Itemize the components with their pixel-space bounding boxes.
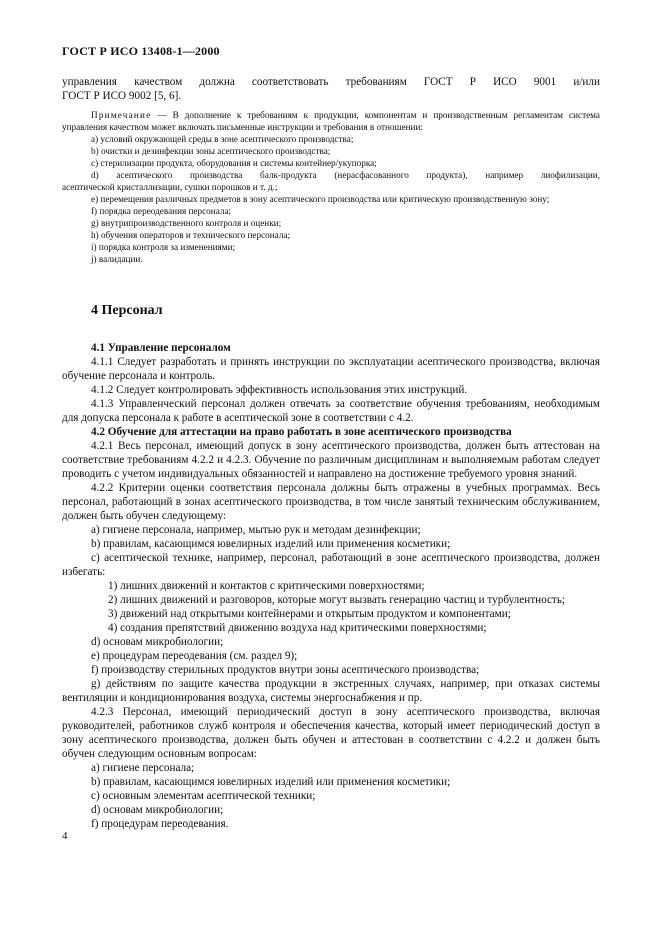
list-item-g: g) действиям по защите качества продукции в экстренных случаях, например, при отказах системы вентиляции и кондиционирования воздуха, системы энергоснабжения и пр.: [62, 678, 600, 704]
note-item-d-cont: асептической кристаллизации, сушки порошков и т. д.;: [62, 182, 278, 192]
list-item-e: e) процедурам переодевания (см. раздел 9);: [91, 650, 298, 662]
sub-item-1: 1) лишних движений и контактов с критическими поверхностями;: [108, 580, 425, 592]
note-item-b: b) очистки и дезинфекции зоны асептического производства;: [91, 146, 331, 156]
paragraph-4-1-3: 4.1.3 Управленческий персонал должен отвечать за соответствие обучения требованиям, необходимым для допуска персонала к работе в асептической зоне в соответствии с 4.2.: [62, 398, 600, 424]
subsection-4-1-title: 4.1 Управление персоналом: [91, 342, 231, 354]
note-item-j: j) валидации.: [91, 254, 143, 264]
list2-item-d: d) основам микробиологии;: [91, 804, 224, 816]
list2-item-a: a) гигиене персонала;: [91, 762, 195, 774]
note-item-g: g) внутрипроизводственного контроля и оценки;: [91, 218, 282, 228]
list-item-c: c) асептической технике, например, персонал, работающий в зоне асептического производства, должен избегать:: [62, 552, 600, 578]
sub-item-2: 2) лишних движений и разговоров, которые могут вызвать генерацию частиц и турбулентность;: [108, 594, 566, 606]
sub-item-3: 3) движений над открытыми контейнерами и открытым продуктом и компонентами;: [108, 608, 511, 620]
paragraph-4-1-1: 4.1.1 Следует разработать и принять инструкции по эксплуатации асептического производства, включая обучение персонала и контроль.: [62, 356, 600, 382]
intro-line-2: ГОСТ Р ИСО 9002 [5, 6].: [62, 90, 182, 102]
note-item-c: c) стерилизации продукта, оборудования и системы контейнер/укупорка;: [91, 158, 377, 168]
intro-paragraph: [62, 75, 600, 103]
list2-item-c: c) основным элементам асептической техники;: [91, 790, 316, 802]
note-item-i: i) порядка контроля за изменениями;: [91, 242, 236, 252]
subsection-4-2-title: 4.2 Обучение для аттестации на право работать в зоне асептического производства: [91, 426, 512, 438]
note-item-a: a) условий окружающей среды в зоне асептического производства;: [91, 134, 354, 144]
list-item-f: f) производству стерильных продуктов внутри зоны асептического производства;: [91, 664, 480, 676]
sub-item-4: 4) создания препятствий движению воздуха над критическими поверхностями;: [108, 622, 487, 634]
section-4-title: 4 Персонал: [91, 303, 163, 318]
note-item-d: d) асептического производства балк-продукта (нерасфасованного продукта), например лиофилизации,: [91, 170, 600, 180]
list-item-d: d) основам микробиологии;: [91, 636, 224, 648]
page-number: 4: [62, 830, 68, 842]
note-block: [62, 109, 600, 265]
note-item-h: h) обучения операторов и технического персонала;: [91, 230, 291, 240]
paragraph-4-2-3: 4.2.3 Персонал, имеющий периодический доступ в зону асептического производства, включая руководителей, работников служб контроля и обеспечения качества, который имеет периодический доступ в зону асептического производства, должен быть обучен и аттестован в соответствии с 4.2.2 и должен быть обучен следующим основным вопросам:: [62, 706, 600, 760]
list2-item-b: b) правилам, касающимся ювелирных изделий или применения косметики;: [91, 776, 451, 788]
page-header: ГОСТ Р ИСО 13408-1—2000: [62, 44, 220, 58]
list2-item-f: f) процедурам переодевания.: [91, 818, 229, 830]
list-item-a: a) гигиене персонала, например, мытью рук и методам дезинфекции;: [91, 524, 421, 536]
intro-line-1: управления качеством должна соответствовать требованиям ГОСТ Р ИСО 9001 и/или: [62, 76, 600, 88]
paragraph-4-2-1: 4.2.1 Весь персонал, имеющий допуск в зону асептического производства, должен быть аттестован на соответствие требованиям 4.2.2 и 4.2.3. Обучение по различным дисциплинам и выполняемым работам следует проводить с учетом индивидуальных обязанностей и направлено на достижение требуемого уровня знаний.: [62, 440, 600, 480]
paragraph-4-1-2: 4.1.2 Следует контролировать эффективность использования этих инструкций.: [91, 384, 468, 396]
paragraph-4-2-2: 4.2.2 Критерии оценки соответствия персонала должны быть отражены в учебных программах. Весь персонал, работающий в зонах асептического производства, в том числе занятый техническим обслуживанием, должен быть обучен следующему:: [62, 482, 600, 522]
list-item-b: b) правилам, касающимся ювелирных изделий или применения косметики;: [91, 538, 451, 550]
note-label: Примечание: [91, 110, 152, 120]
note-intro-text: — В дополнение к требованиям к продукции, компонентам и производственным регламентам система управления качеством может включать письменные инструкции и требования в отношении:: [62, 110, 600, 132]
note-intro: [62, 109, 600, 133]
note-item-e: e) перемещения различных предметов в зону асептического производства или критическую производственную зону;: [91, 194, 550, 204]
note-item-f: f) порядка переодевания персонала;: [91, 206, 232, 216]
section-4-body: [62, 341, 600, 831]
